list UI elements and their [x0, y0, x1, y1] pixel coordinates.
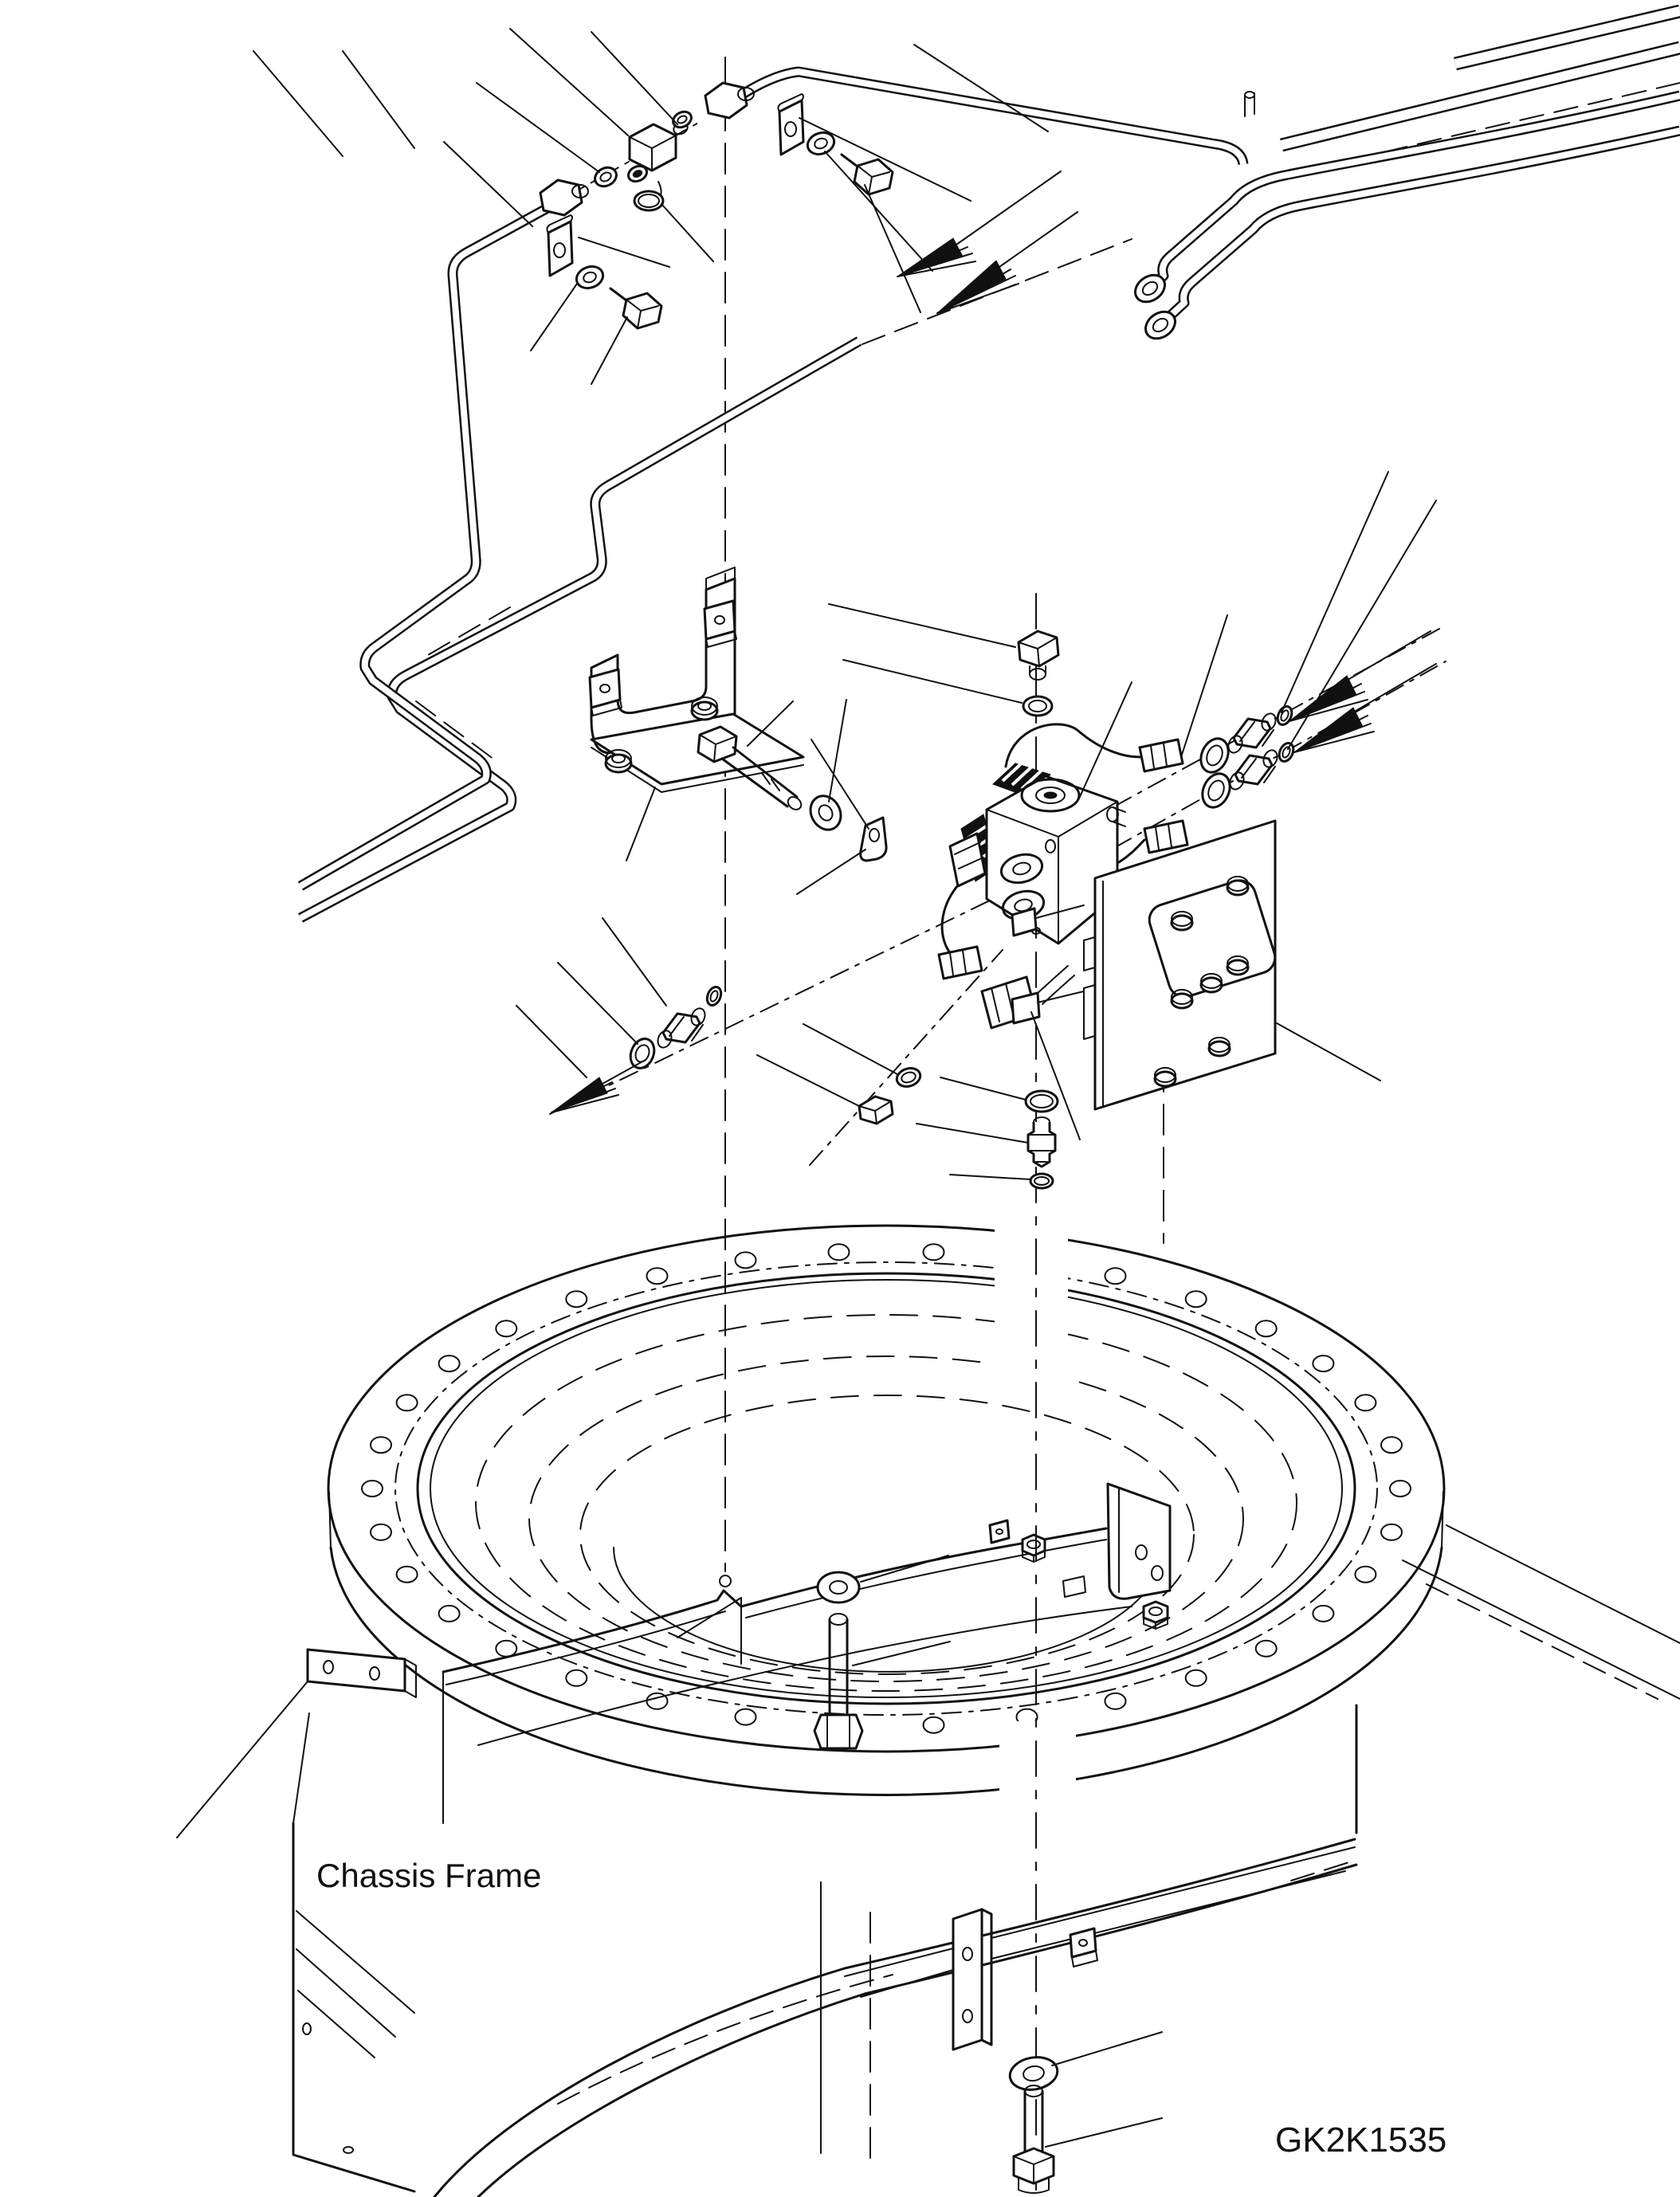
- leader-line: [661, 204, 713, 261]
- hose-tube: [1153, 96, 1680, 285]
- bolt-hole: [439, 1355, 460, 1371]
- leader-line: [843, 660, 1022, 703]
- hex-plug: [859, 1097, 893, 1124]
- washer: [574, 263, 606, 292]
- bolt-hole: [924, 1717, 944, 1733]
- bolt-hole: [736, 1709, 756, 1725]
- leader-line: [477, 83, 599, 172]
- flow-arrow: [897, 171, 1061, 277]
- rail-pin-top: [1245, 92, 1254, 98]
- chassis-hole: [343, 2147, 353, 2153]
- leader-line: [1288, 500, 1436, 749]
- o-ring: [1277, 741, 1296, 763]
- chassis-rail-hidden: [558, 1975, 893, 2104]
- ring-inner-edge-2: [430, 1280, 1342, 1697]
- o-ring: [626, 1035, 658, 1072]
- elbow-fitting-assembly: [591, 108, 693, 210]
- bolt-hole: [1355, 1395, 1376, 1410]
- bolt-hole: [362, 1481, 383, 1497]
- clamp-set-left: [547, 215, 661, 328]
- ring-bore-lower: [614, 1548, 1164, 1672]
- elbow-fitting: [626, 120, 689, 198]
- bolt-hole: [1256, 1641, 1277, 1657]
- bolt-hole: [1186, 1670, 1207, 1686]
- bolt-hole: [371, 1524, 391, 1540]
- bolt-hole: [1390, 1481, 1411, 1497]
- tube-nut: [540, 180, 588, 215]
- bolt-hole: [397, 1567, 418, 1583]
- chassis-rail-hidden: [1291, 1860, 1356, 1881]
- inner-wall-tab: [1063, 1576, 1085, 1597]
- leader-line: [803, 1024, 897, 1074]
- chassis-rail-curve: [478, 1865, 1356, 2197]
- ring-bolt-holes: [362, 1244, 1411, 1732]
- tube-zigzag-outer: [300, 203, 556, 886]
- leader-line: [1282, 472, 1388, 712]
- hose-bundle: [1130, 96, 1680, 344]
- wire-connector: [1144, 821, 1187, 853]
- hex-nut: [1023, 1535, 1045, 1562]
- frame-plate-edge: [443, 1528, 1106, 1672]
- straight-fitting: [655, 1006, 707, 1049]
- valve-wire: [942, 880, 963, 955]
- tube-clamp: [778, 94, 803, 155]
- centerline-port-axis: [550, 900, 990, 1114]
- bolt-hole: [647, 1268, 668, 1284]
- tube-top: [731, 72, 1243, 164]
- o-ring: [1195, 734, 1233, 776]
- hex-nut: [1144, 1602, 1168, 1629]
- right-port-fittings: [1195, 704, 1296, 812]
- leader-line: [444, 142, 532, 226]
- leader-line: [1079, 682, 1132, 798]
- o-ring: [1197, 769, 1234, 811]
- ring-support-arm: [177, 1650, 416, 1838]
- leader-line: [940, 1077, 1026, 1100]
- drawing-gap: [999, 1721, 1076, 1849]
- leader-line: [516, 1006, 587, 1077]
- chassis-hinge-plate: [953, 1909, 991, 2050]
- hex-plug: [1019, 631, 1058, 680]
- o-ring: [1030, 1174, 1053, 1188]
- washer: [1023, 696, 1052, 716]
- straight-fitting: [1227, 748, 1280, 792]
- bolt-hole: [736, 1252, 756, 1268]
- bolt-hole: [496, 1320, 516, 1336]
- wire-connector: [1140, 740, 1183, 771]
- chassis-frame-label: Chassis Frame: [316, 1857, 542, 1894]
- leader-line: [1181, 615, 1227, 757]
- bolt-hole: [566, 1670, 587, 1686]
- o-ring: [894, 1065, 922, 1089]
- bolt-hole: [1105, 1693, 1126, 1709]
- wire-connector: [939, 947, 982, 979]
- leader-line: [1052, 2032, 1162, 2066]
- bottom-bolt-assembly: [1007, 2054, 1060, 2193]
- slewing-ring: [177, 1109, 1444, 1849]
- bolt-hole: [397, 1395, 418, 1410]
- tube-clamp: [547, 215, 572, 276]
- straight-fitting: [1226, 712, 1278, 755]
- u-bracket: [590, 567, 803, 792]
- lower-left-fittings: [626, 985, 724, 1072]
- leader-line: [861, 1556, 948, 1582]
- ring-inner-edge: [418, 1273, 1355, 1704]
- bolt-hole: [829, 1244, 850, 1260]
- hex-bolt: [610, 288, 661, 328]
- washer: [805, 791, 846, 835]
- chassis-web-hatch: [296, 1911, 414, 2058]
- long-bolt-assembly: [698, 727, 886, 861]
- cable-clamp: [861, 818, 886, 861]
- flow-arrow: [551, 1060, 646, 1112]
- bolt-hole: [924, 1244, 944, 1260]
- leader-line: [603, 918, 666, 1006]
- tube-zigzag-inner: [300, 341, 859, 918]
- bolt-hole: [1313, 1606, 1333, 1622]
- chassis-left-top-edge: [293, 1713, 309, 1823]
- clamp-set-right: [778, 94, 893, 194]
- square-nut: [990, 1520, 1009, 1543]
- bolt-hole: [1381, 1524, 1402, 1540]
- plate-side-tab: [1084, 937, 1095, 1039]
- leader-line: [757, 1055, 859, 1106]
- bolt-hole: [371, 1437, 391, 1453]
- chassis-diagonal: [1403, 1525, 1680, 1699]
- chassis-diagonal-hidden: [1427, 1584, 1658, 1699]
- hydraulic-tubes-left: [300, 72, 1243, 918]
- bolt-hole: [1256, 1320, 1277, 1336]
- labels: [316, 1857, 1446, 2160]
- leader-line: [579, 237, 669, 267]
- leader-line: [591, 317, 627, 384]
- leader-line: [853, 1642, 950, 1665]
- plug-above-valve: [1019, 631, 1058, 716]
- chassis-rail-pair: [845, 1847, 1355, 1997]
- bolt-hole: [1381, 1437, 1402, 1453]
- bolt-hole: [1313, 1355, 1333, 1371]
- square-nut: [1070, 1928, 1097, 1967]
- bolt-hole: [439, 1606, 460, 1622]
- o-ring: [705, 985, 724, 1007]
- bolt-hole: [496, 1641, 516, 1657]
- o-ring: [1275, 704, 1294, 727]
- bolt-hole: [566, 1291, 587, 1307]
- washer: [1007, 2054, 1060, 2093]
- leader-line: [626, 787, 655, 861]
- centerline-end-mark: [720, 1575, 731, 1587]
- leader-line: [558, 963, 638, 1044]
- washer: [591, 164, 619, 190]
- ring-hidden-circle: [580, 1395, 1194, 1674]
- ring-housing-side: [329, 1492, 1443, 1548]
- inner-bracket: [1108, 1484, 1170, 1599]
- leader-line: [797, 849, 866, 894]
- bolt-hole: [1105, 1268, 1126, 1284]
- leader-line: [591, 32, 677, 124]
- leader-line: [829, 700, 846, 802]
- flow-arrow: [937, 212, 1077, 313]
- o-ring: [1026, 1091, 1058, 1112]
- chassis-rail-curve: [434, 1839, 1355, 2197]
- bolt-hole: [1186, 1291, 1207, 1307]
- leader-line: [829, 604, 1015, 647]
- bolt-hole: [1355, 1567, 1376, 1583]
- drawing-number-label: GK2K1535: [1275, 2120, 1447, 2160]
- leader-line: [914, 45, 1048, 131]
- hex-bolt-vertical: [1014, 2085, 1054, 2193]
- inner-washer: [818, 1572, 859, 1603]
- tube-nut: [705, 83, 754, 118]
- chassis-hole: [303, 2023, 311, 2034]
- leader-line: [343, 51, 414, 148]
- leader-line: [531, 284, 577, 351]
- leader-line: [1046, 2118, 1162, 2147]
- leader-line: [1277, 1023, 1380, 1081]
- o-ring: [634, 191, 663, 210]
- leader-line: [253, 51, 343, 156]
- ring-pitch-centerline: [395, 1262, 1377, 1715]
- valve-wire: [1006, 724, 1140, 767]
